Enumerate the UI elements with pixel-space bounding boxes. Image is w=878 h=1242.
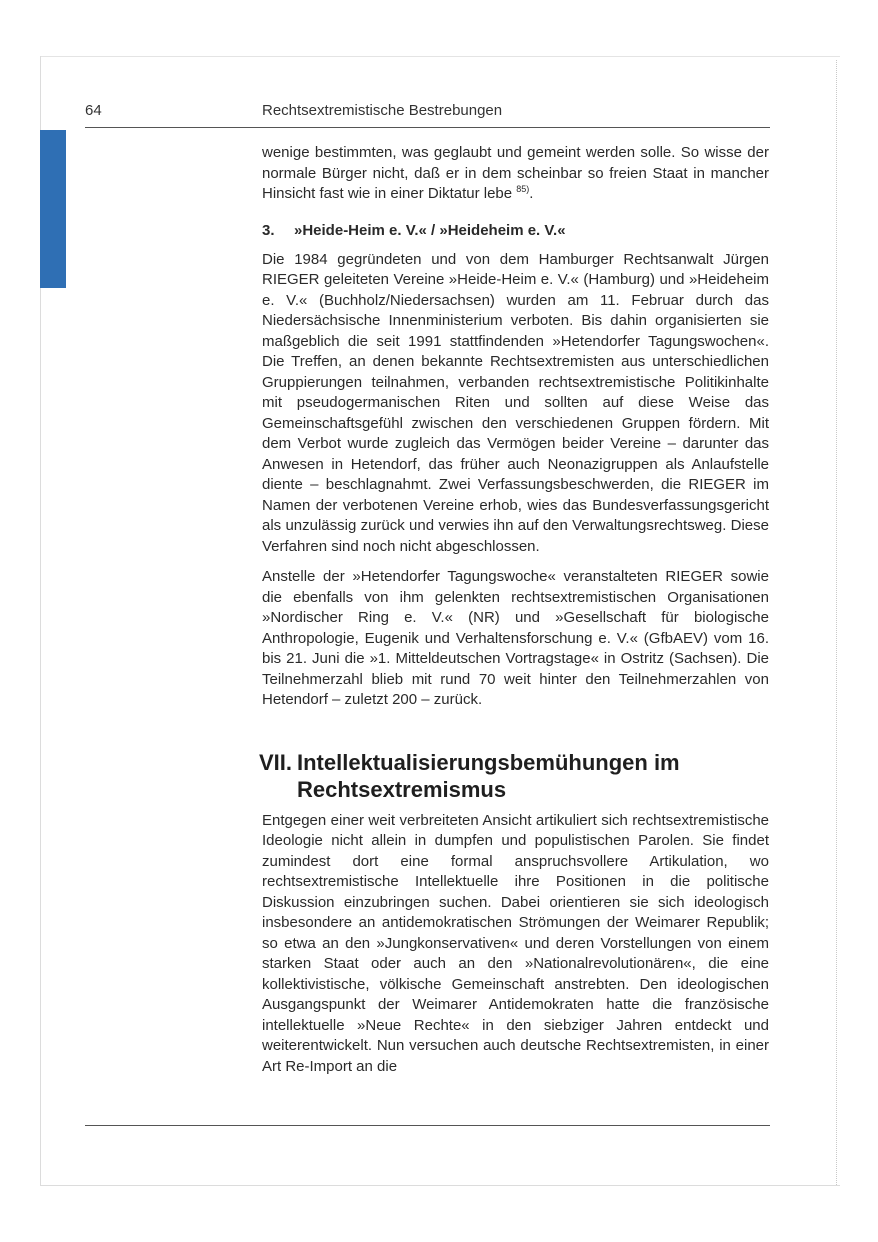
intro-paragraph xyxy=(262,143,769,205)
header-rule xyxy=(85,127,770,128)
chapter-title-line2: Rechtsextremismus xyxy=(297,776,507,802)
intro-text: wenige bestimmten, was geglaubt und gemeint werden solle. So wisse der normale Bürger nicht, daß er in dem scheinbar so freien Staat in mancher Hinsicht fast wie in einer Diktatur lebe xyxy=(262,144,769,202)
intro-end: . xyxy=(529,185,534,202)
running-header xyxy=(85,102,770,126)
chapter-number: VII. xyxy=(259,749,293,775)
page-number: 64 xyxy=(85,102,102,119)
page-edge xyxy=(40,1185,840,1186)
section-number: 3. xyxy=(262,221,275,239)
page-edge xyxy=(836,60,838,1185)
section-title: »Heide-Heim e. V.« / »Heideheim e. V.« xyxy=(294,221,566,239)
section-paragraph-1: Die 1984 gegründeten und von dem Hamburger Rechtsanwalt Jürgen RIEGER geleiteten Vereine »Heide-Heim e. V.« (Hamburg) und »Heideheim e. V.« (Buchholz/Niedersachsen) wurden am 11. Februar durch das Niedersächsische Innenministerium verboten. Bis dahin organisierten sie maßgeblich die seit 1991 stattfindenden »Hetendorfer Tagungswochen«. Die Treffen, an denen bekannte Rechtsextremisten aus unterschiedlichen Gruppierungen teilnahmen, verbanden rechtsextremistische Politikinhalte mit pseudogermanischen Riten und sollten auf diese Weise das Gemeinschaftsgefühl zwischen den verschiedenen Gruppen fördern. Mit dem Verbot wurde zugleich das Vermögen beider Vereine – darunter das Anwesen in Hetendorf, das früher auch Neonazigruppen als Anlaufstelle diente – beschlagnahmt. Zwei Verfassungsbeschwerden, die RIEGER im Namen der verbotenen Vereine erhob, wies das Bundesverfassungsgericht als unzulässig zurück und verwies ihn auf den Verwaltungsrechtsweg. Diese Verfahren sind noch nicht abgeschlossen. xyxy=(262,250,769,555)
chapter-heading xyxy=(259,749,769,803)
page-body xyxy=(259,143,769,1077)
chapter-title-line1: Intellektualisierungsbemühungen im xyxy=(297,749,680,775)
running-title: Rechtsextremistische Bestrebungen xyxy=(262,102,503,119)
page-edge xyxy=(40,56,840,57)
footnote-ref: 85) xyxy=(516,184,530,194)
chapter-thumb-tab xyxy=(40,130,66,288)
chapter-paragraph-1: Entgegen einer weit verbreiteten Ansicht artikuliert sich rechtsextremistische Ideologie nicht allein in dumpfen und populistischen Parolen. Sie findet zumindest dort eine formal anspruchsvollere Artikulation, wo rechtsextremistische Intellektuelle ihre Positionen in die politische Diskussion einzubringen suchen. Dabei orientieren sie sich ideologisch insbesondere an antidemokratischen Strömungen der Weimarer Republik; so etwa an den »Jungkonservativen« und deren Vorstellungen von einem starken Staat oder auch an den »Nationalrevolutionären«, die eine kollektivistische, völkische Gemeinschaft anstrebten. Den ideologischen Ausgangspunkt der Weimarer Antidemokraten hatte die französische intellektuelle »Neue Rechte« in den siebziger Jahren entdeckt und weiterentwickelt. Nun versuchen auch deutsche Rechtsextremisten, in einer Art Re-Import an die xyxy=(262,811,769,1075)
footer-rule xyxy=(85,1125,770,1126)
section-heading xyxy=(262,221,769,241)
section-paragraph-2: Anstelle der »Hetendorfer Tagungswoche« veranstalteten RIEGER sowie die ebenfalls von ihm gelenkten rechtsextremistischen Organisationen »Nordischer Ring e. V.« (NR) und »Gesellschaft für biologische Anthropologie, Eugenik und Verhaltensforschung e. V.« (GfbAEV) vom 16. bis 21. Juni die »1. Mitteldeutschen Vortragstage« in Ostritz (Sachsen). Die Teilnehmerzahl blieb mit rund 70 weit hinter den Teilnehmerzahlen von Hetendorf – zuletzt 200 – zurück. xyxy=(262,568,769,708)
